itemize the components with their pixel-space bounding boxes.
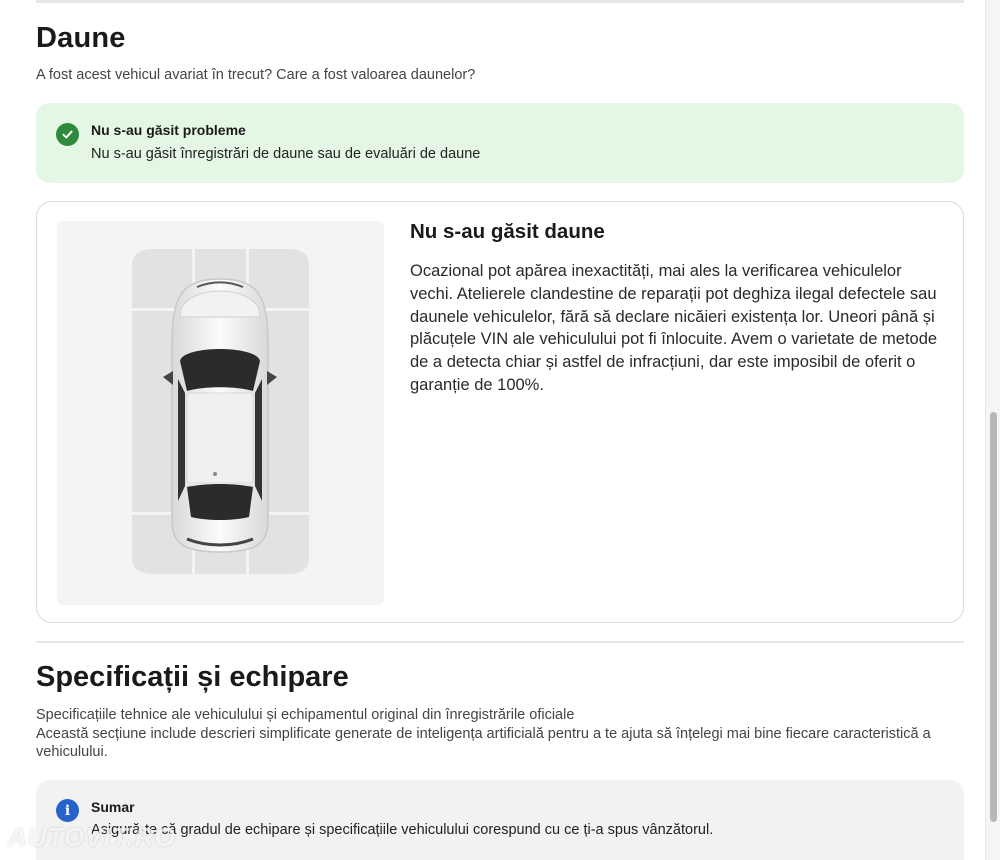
damage-section-subtitle: A fost acest vehicul avariat în trecut? Care a fost valoarea daunelor? [36, 67, 476, 83]
info-icon: i [56, 799, 79, 822]
damage-result-card [36, 201, 964, 623]
no-problems-alert [36, 103, 964, 183]
alert-title: Nu s-au găsit probleme [91, 122, 246, 138]
car-top-view [163, 279, 277, 552]
specs-section-title: Specificații și echipare [36, 661, 349, 693]
check-circle-icon [56, 123, 79, 146]
specs-description: Specificațiile tehnice ale vehiculului și echipamentul original din înregistrările oficiale [36, 707, 575, 723]
summary-text: Asigură-te că gradul de echipare și specificațiile vehiculului corespund cu ce ți-a spus vânzătorul. [91, 822, 714, 838]
watermark-logo: AUTOVIT.RO [8, 822, 176, 852]
alert-text: Nu s-au găsit înregistrări de daune sau de evaluări de daune [91, 146, 481, 162]
scrollbar[interactable] [985, 0, 1000, 860]
result-title: Nu s-au găsit daune [410, 220, 605, 243]
car-damage-diagram [57, 221, 384, 605]
section-divider [36, 641, 964, 643]
result-description: Ocazional pot apărea inexactități, mai ales la verificarea vehiculelor vechi. Atelierele clandestine de reparații pot deghiza ilegal defectele sau daunele vehiculelor, fără să declare nicăieri existența lor. Uneori până și plăcuțele VIN ale vehiculului pot fi înlocuite. Avem o varietate de metode de a detecta chiar și astfel de infracțiuni, dar este imposibil de oferit o garanție de 100%. [410, 262, 938, 394]
scrollbar-thumb[interactable] [990, 412, 997, 822]
section-divider [36, 0, 964, 3]
damage-section-title: Daune [36, 22, 126, 54]
summary-title: Sumar [91, 799, 135, 815]
specs-ai-note: Această secțiune include descrieri simplificate generate de inteligența artificială pentru a te ajuta să înțelegi mai bine fiecare caracteristică a vehiculului. [36, 726, 931, 760]
